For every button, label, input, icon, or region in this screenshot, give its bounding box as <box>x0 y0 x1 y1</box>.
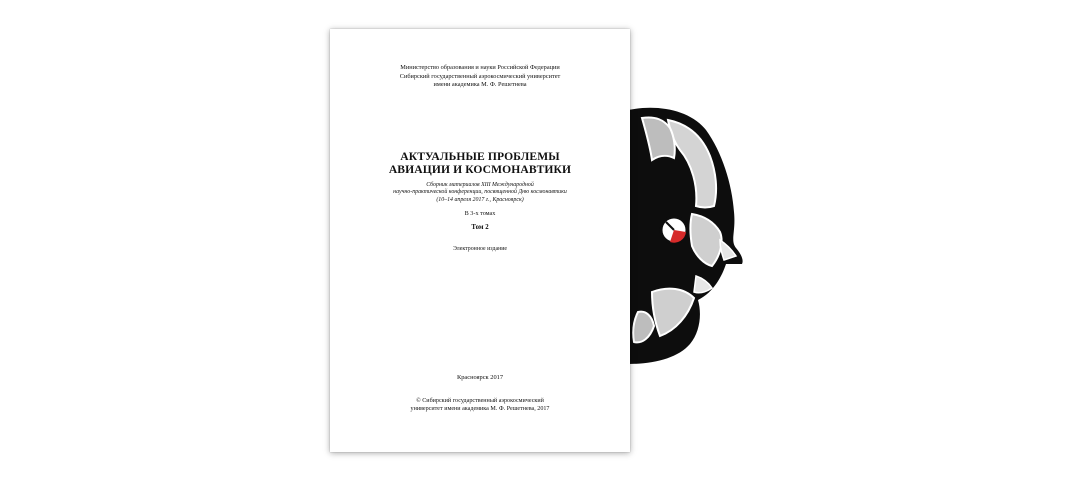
title-line: АКТУАЛЬНЫЕ ПРОБЛЕМЫ <box>400 150 560 163</box>
subtitle-line: (10–14 апреля 2017 г., Красноярск) <box>436 196 524 203</box>
edition-type: Электронное издание <box>453 246 507 252</box>
header-line: имени академика М. Ф. Решетнева <box>433 81 527 89</box>
header-line: Сибирский государственный аэрокосмический университет <box>399 72 561 80</box>
copyright-line: университет имени академика М. Ф. Решетнева, 2017 <box>410 406 550 413</box>
book-title <box>330 151 630 177</box>
ministry-header <box>330 64 630 90</box>
copyright-notice <box>330 397 630 414</box>
book-cover-page <box>330 29 630 452</box>
header-line: Министерство образования и науки Российской Федерации <box>400 64 560 71</box>
subtitle-line: научно-практической конференции, посвященной Дню космонавтики <box>393 189 567 196</box>
city-year: Красноярск 2017 <box>456 374 504 381</box>
volumes-count: В 3-х томах <box>464 210 496 217</box>
volume-number: Том 2 <box>471 224 489 231</box>
robot-head-illustration <box>628 106 748 366</box>
subtitle-line: Сборник материалов XIII Международной <box>426 182 534 188</box>
book-subtitle <box>330 182 630 204</box>
copyright-line: © Сибирский государственный аэрокосмический <box>416 398 544 404</box>
title-line: АВИАЦИИ И КОСМОНАВТИКИ <box>388 162 572 176</box>
